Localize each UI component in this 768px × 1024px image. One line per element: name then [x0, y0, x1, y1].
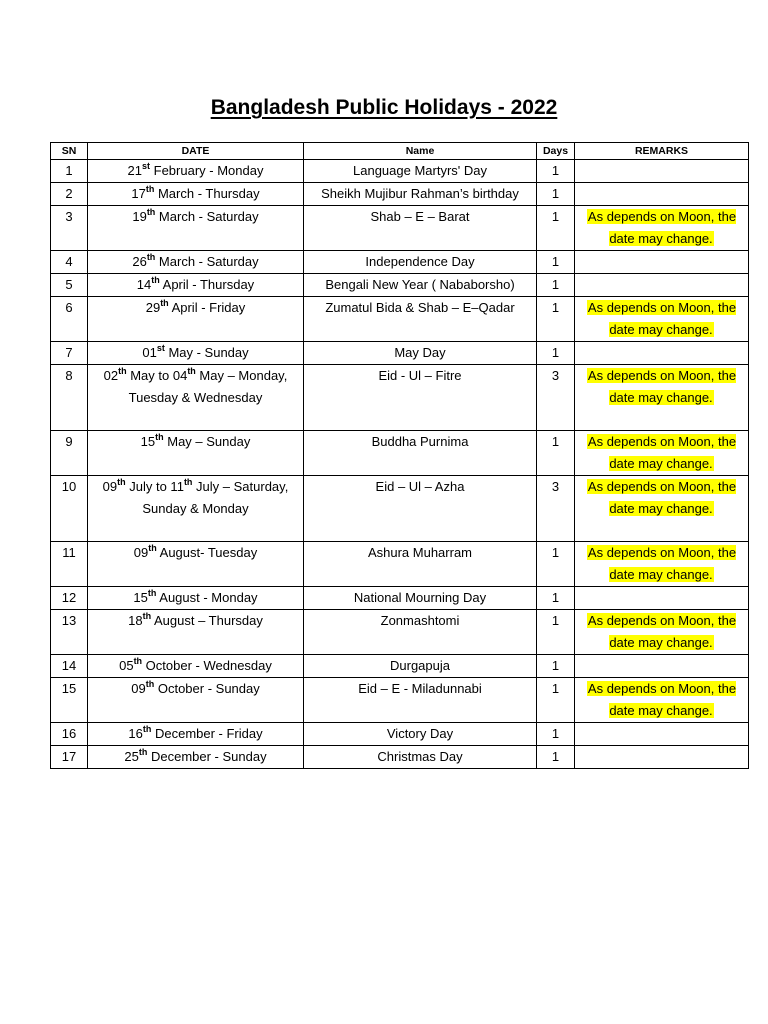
cell-days: 1 — [537, 183, 575, 206]
cell-holiday-name: Ashura Muharram — [304, 542, 537, 587]
cell-date — [88, 476, 304, 542]
remark-highlight: As depends on Moon, the date may change. — [587, 368, 737, 405]
cell-holiday-name: Zumatul Bida & Shab – E–Qadar — [304, 297, 537, 342]
date-ordinal-suffix: th — [146, 207, 156, 217]
remark-highlight: As depends on Moon, the date may change. — [587, 613, 737, 650]
date-text: 09 — [133, 545, 149, 560]
cell-days: 1 — [537, 610, 575, 655]
table-row — [51, 655, 749, 678]
cell-days: 1 — [537, 206, 575, 251]
cell-days: 1 — [537, 587, 575, 610]
date-text: 05 — [119, 658, 134, 673]
date-text: 26 — [132, 254, 147, 269]
date-text: 17 — [131, 186, 146, 201]
cell-sn: 1 — [51, 160, 88, 183]
cell-sn: 12 — [51, 587, 88, 610]
cell-remarks — [575, 342, 749, 365]
date-text: 09 — [131, 681, 146, 696]
date-ordinal-suffix: th — [160, 298, 169, 308]
date-ordinal-suffix: th — [117, 477, 126, 487]
cell-holiday-name: Bengali New Year ( Nababorsho) — [304, 274, 537, 297]
cell-sn: 3 — [51, 206, 88, 251]
cell-date — [88, 365, 304, 431]
date-text: 01 — [142, 345, 157, 360]
table-row — [51, 723, 749, 746]
column-header-remarks: REMARKS — [575, 143, 749, 160]
table-header-row — [51, 143, 749, 160]
table-body — [51, 160, 749, 769]
cell-sn: 2 — [51, 183, 88, 206]
cell-date — [88, 610, 304, 655]
date-ordinal-suffix: th — [148, 543, 157, 553]
cell-sn: 17 — [51, 746, 88, 769]
date-ordinal-suffix: st — [156, 343, 165, 353]
cell-days: 1 — [537, 655, 575, 678]
date-text: 09 — [102, 479, 118, 494]
date-text: 15 — [133, 590, 148, 605]
cell-days: 1 — [537, 342, 575, 365]
date-ordinal-suffix: th — [151, 275, 160, 285]
cell-days: 1 — [537, 723, 575, 746]
holidays-table — [50, 142, 749, 769]
cell-holiday-name: Eid – Ul – Azha — [304, 476, 537, 542]
date-text: May to 04 — [126, 368, 188, 383]
cell-sn: 6 — [51, 297, 88, 342]
cell-sn: 5 — [51, 274, 88, 297]
cell-remarks — [575, 610, 749, 655]
cell-remarks — [575, 274, 749, 297]
cell-sn: 11 — [51, 542, 88, 587]
cell-remarks — [575, 587, 749, 610]
cell-sn: 8 — [51, 365, 88, 431]
cell-days: 3 — [537, 476, 575, 542]
date-text: 29 — [145, 300, 161, 315]
cell-remarks — [575, 746, 749, 769]
cell-days: 1 — [537, 678, 575, 723]
cell-days: 1 — [537, 251, 575, 274]
date-ordinal-suffix: th — [183, 477, 193, 487]
table-row — [51, 342, 749, 365]
date-text: 16 — [128, 726, 143, 741]
date-text: 14 — [136, 277, 152, 292]
date-text: 02 — [103, 368, 119, 383]
date-text: July to 11 — [125, 479, 184, 494]
cell-remarks — [575, 206, 749, 251]
date-text: May – Sunday — [163, 434, 251, 449]
column-header-sn: SN — [51, 143, 88, 160]
cell-date — [88, 431, 304, 476]
cell-sn: 14 — [51, 655, 88, 678]
column-header-date: DATE — [88, 143, 304, 160]
cell-date — [88, 587, 304, 610]
date-text: December - Friday — [151, 726, 263, 741]
cell-remarks — [575, 542, 749, 587]
cell-remarks — [575, 678, 749, 723]
cell-holiday-name: Buddha Purnima — [304, 431, 537, 476]
date-text: August – Thursday — [151, 613, 263, 628]
remark-highlight: As depends on Moon, the date may change. — [587, 479, 737, 516]
table-row — [51, 431, 749, 476]
table-row — [51, 610, 749, 655]
date-text: October - Sunday — [154, 681, 260, 696]
cell-date — [88, 746, 304, 769]
cell-holiday-name: Shab – E – Barat — [304, 206, 537, 251]
date-ordinal-suffix: th — [133, 656, 143, 666]
cell-sn: 10 — [51, 476, 88, 542]
date-text: March - Saturday — [155, 209, 259, 224]
table-row — [51, 746, 749, 769]
cell-date — [88, 251, 304, 274]
cell-date — [88, 183, 304, 206]
cell-sn: 16 — [51, 723, 88, 746]
remark-highlight: As depends on Moon, the date may change. — [587, 545, 737, 582]
date-text: 19 — [132, 209, 147, 224]
table-row — [51, 476, 749, 542]
cell-holiday-name: Christmas Day — [304, 746, 537, 769]
remark-highlight: As depends on Moon, the date may change. — [587, 681, 737, 718]
date-text: April - Thursday — [159, 277, 255, 292]
cell-remarks — [575, 160, 749, 183]
table-row — [51, 542, 749, 587]
column-header-days: Days — [537, 143, 575, 160]
cell-holiday-name: Sheikh Mujibur Rahman’s birthday — [304, 183, 537, 206]
date-ordinal-suffix: th — [145, 679, 155, 689]
cell-remarks — [575, 183, 749, 206]
date-text: 15 — [140, 434, 156, 449]
date-text: August- Tuesday — [156, 545, 258, 560]
cell-remarks — [575, 431, 749, 476]
table-row — [51, 160, 749, 183]
date-text: October - Wednesday — [142, 658, 272, 673]
date-ordinal-suffix: th — [142, 611, 152, 621]
date-ordinal-suffix: th — [118, 366, 127, 376]
date-text: August - Monday — [156, 590, 258, 605]
cell-holiday-name: National Mourning Day — [304, 587, 537, 610]
table-row — [51, 251, 749, 274]
date-text: May – Monday, Tuesday & Wednesday — [128, 368, 288, 405]
cell-days: 1 — [537, 746, 575, 769]
date-text: April - Friday — [168, 300, 246, 315]
cell-sn: 7 — [51, 342, 88, 365]
table-row — [51, 274, 749, 297]
cell-remarks — [575, 476, 749, 542]
cell-holiday-name: Victory Day — [304, 723, 537, 746]
cell-days: 1 — [537, 274, 575, 297]
date-text: December - Sunday — [147, 749, 267, 764]
cell-date — [88, 678, 304, 723]
date-ordinal-suffix: th — [187, 366, 196, 376]
date-text: February - Monday — [150, 163, 264, 178]
cell-date — [88, 542, 304, 587]
cell-remarks — [575, 723, 749, 746]
cell-days: 3 — [537, 365, 575, 431]
date-ordinal-suffix: th — [155, 432, 164, 442]
date-ordinal-suffix: st — [142, 161, 151, 171]
table-row — [51, 587, 749, 610]
cell-date — [88, 655, 304, 678]
table-row — [51, 183, 749, 206]
date-text: May - Sunday — [164, 345, 249, 360]
date-ordinal-suffix: th — [145, 184, 155, 194]
remark-highlight: As depends on Moon, the date may change. — [587, 434, 737, 471]
cell-remarks — [575, 365, 749, 431]
cell-remarks — [575, 297, 749, 342]
table-row — [51, 678, 749, 723]
cell-days: 1 — [537, 431, 575, 476]
date-text: 18 — [128, 613, 143, 628]
cell-date — [88, 206, 304, 251]
cell-holiday-name: Independence Day — [304, 251, 537, 274]
date-ordinal-suffix: th — [147, 588, 157, 598]
cell-sn: 15 — [51, 678, 88, 723]
cell-date — [88, 274, 304, 297]
table-row — [51, 365, 749, 431]
cell-holiday-name: Language Martyrs' Day — [304, 160, 537, 183]
remark-highlight: As depends on Moon, the date may change. — [587, 300, 737, 337]
cell-days: 1 — [537, 160, 575, 183]
cell-sn: 13 — [51, 610, 88, 655]
date-text: March - Saturday — [155, 254, 259, 269]
cell-holiday-name: Eid - Ul – Fitre — [304, 365, 537, 431]
cell-date — [88, 297, 304, 342]
page-title: Bangladesh Public Holidays - 2022 — [210, 96, 558, 119]
cell-remarks — [575, 655, 749, 678]
cell-days: 1 — [537, 542, 575, 587]
table-row — [51, 206, 749, 251]
date-ordinal-suffix: th — [142, 724, 152, 734]
cell-sn: 9 — [51, 431, 88, 476]
cell-holiday-name: Durgapuja — [304, 655, 537, 678]
cell-holiday-name: Eid – E - Miladunnabi — [304, 678, 537, 723]
date-ordinal-suffix: th — [146, 252, 156, 262]
date-text: July – Saturday, Sunday & Monday — [142, 479, 289, 516]
cell-date — [88, 342, 304, 365]
cell-holiday-name: May Day — [304, 342, 537, 365]
cell-sn: 4 — [51, 251, 88, 274]
cell-holiday-name: Zonmashtomi — [304, 610, 537, 655]
date-ordinal-suffix: th — [138, 747, 148, 757]
cell-date — [88, 723, 304, 746]
date-text: 21 — [127, 163, 142, 178]
remark-highlight: As depends on Moon, the date may change. — [587, 209, 737, 246]
cell-days: 1 — [537, 297, 575, 342]
date-text: March - Thursday — [154, 186, 260, 201]
table-row — [51, 297, 749, 342]
date-text: 25 — [124, 749, 139, 764]
cell-remarks — [575, 251, 749, 274]
column-header-name: Name — [304, 143, 537, 160]
cell-date — [88, 160, 304, 183]
